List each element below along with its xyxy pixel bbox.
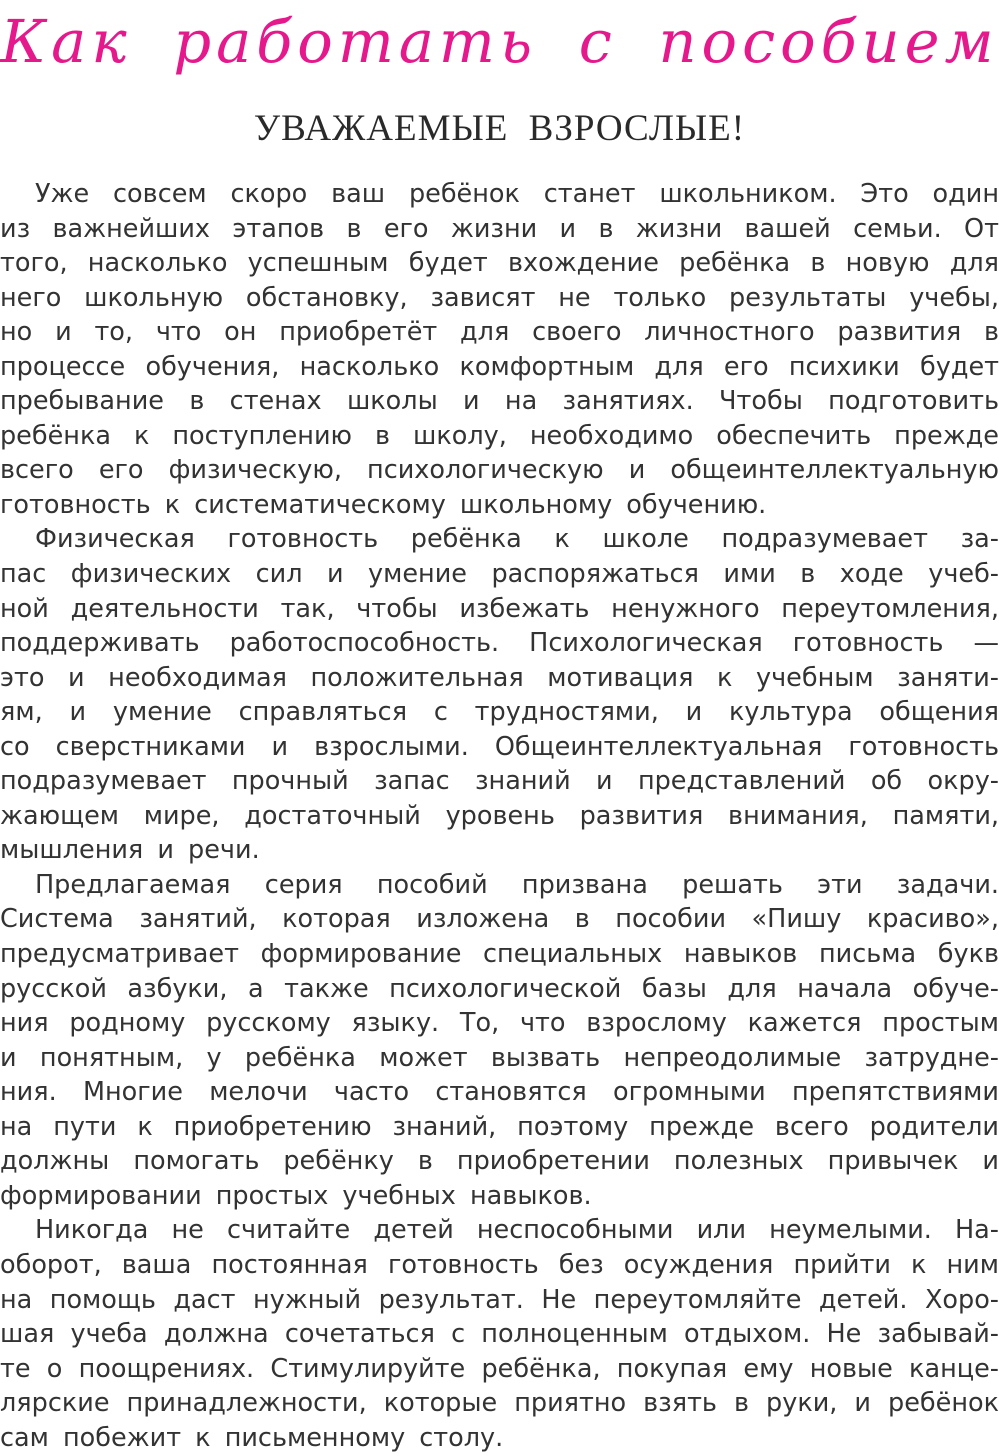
page-title: Как работать с пособием <box>0 7 999 76</box>
text-line: Никогда не считайте детей неспособными или неумелыми. На- <box>35 1215 999 1246</box>
paragraph <box>0 868 999 1213</box>
text-line: ния родному русскому языку. То, что взрослому кажется простым <box>0 1008 999 1039</box>
text-line: Предлагаемая серия пособий призвана решать эти задачи. <box>35 869 999 900</box>
text-line: пребывание в стенах школы и на занятиях. Чтобы подготовить <box>0 386 999 417</box>
text-line: из важнейших этапов в его жизни и в жизни вашей семьи. От <box>0 213 999 244</box>
text-line: предусматривает формирование специальных навыков письма букв <box>0 939 999 970</box>
paragraph <box>0 177 999 522</box>
text-line: лярские принадлежности, которые приятно взять в руки, и ребёнок <box>0 1388 999 1419</box>
text-line: русской азбуки, а также психологической базы для начала обуче- <box>0 973 999 1004</box>
text-line: ния. Многие мелочи часто становятся огромными препятствиями <box>0 1077 999 1108</box>
text-line: оборот, ваша постоянная готовность без осуждения прийти к ним <box>0 1249 999 1280</box>
text-line: со сверстниками и взрослыми. Общеинтеллектуальная готовность <box>0 731 999 762</box>
text-line: это и необходимая положительная мотивация к учебным заняти- <box>0 662 999 693</box>
text-line: подразумевает прочный запас знаний и представлений об окру- <box>0 766 999 797</box>
text-line: ребёнка к поступлению в школу, необходимо обеспечить прежде <box>0 420 999 451</box>
text-line: жающем мире, достаточный уровень развития внимания, памяти, <box>0 800 999 831</box>
text-line: Физическая готовность ребёнка к школе подразумевает за- <box>35 524 999 555</box>
text-line: поддерживать работоспособность. Психологическая готовность — <box>0 628 999 659</box>
text-line: те о поощрениях. Стимулируйте ребёнка, покупая ему новые канце- <box>0 1353 999 1384</box>
paragraph <box>0 522 999 867</box>
text-line: сам побежит к письменному столу. <box>0 1422 504 1453</box>
body-text <box>0 177 999 1455</box>
text-line: всего его физическую, психологическую и общеинтеллектуальную <box>0 455 999 486</box>
text-line: должны помогать ребёнку в приобретении полезных привычек и <box>0 1146 999 1177</box>
text-line: Уже совсем скоро ваш ребёнок станет школьником. Это один <box>35 179 999 209</box>
text-line: шая учеба должна сочетаться с полноценным отдыхом. Не забывай- <box>0 1319 999 1350</box>
text-line: на пути к приобретению знаний, поэтому прежде всего родители <box>0 1111 999 1142</box>
text-line: того, насколько успешным будет вхождение ребёнка в новую для <box>0 248 999 279</box>
text-line: на помощь даст нужный результат. Не переутомляйте детей. Хоро- <box>0 1284 999 1315</box>
text-line: пас физических сил и умение распоряжаться ими в ходе учеб- <box>0 559 999 590</box>
paragraph <box>0 1213 999 1455</box>
text-line: ной деятельности так, чтобы избежать ненужного переутомления, <box>0 593 999 624</box>
text-line: него школьную обстановку, зависят не только результаты учебы, <box>0 282 999 313</box>
page-subtitle: УВАЖАЕМЫЕ ВЗРОСЛЫЕ! <box>253 108 746 149</box>
text-line: Система занятий, которая изложена в пособии «Пишу красиво», <box>0 904 999 935</box>
text-line: процессе обучения, насколько комфортным для его психики будет <box>0 351 999 382</box>
text-line: готовность к систематическому школьному обучению. <box>0 489 767 520</box>
text-line: мышления и речи. <box>0 835 260 866</box>
text-line: ям, и умение справляться с трудностями, и культура общения <box>0 697 999 728</box>
text-line: и понятным, у ребёнка может вызвать непреодолимые затрудне- <box>0 1042 999 1073</box>
text-line: но и то, что он приобретёт для своего личностного развития в <box>0 317 999 348</box>
text-line: формировании простых учебных навыков. <box>0 1180 592 1211</box>
